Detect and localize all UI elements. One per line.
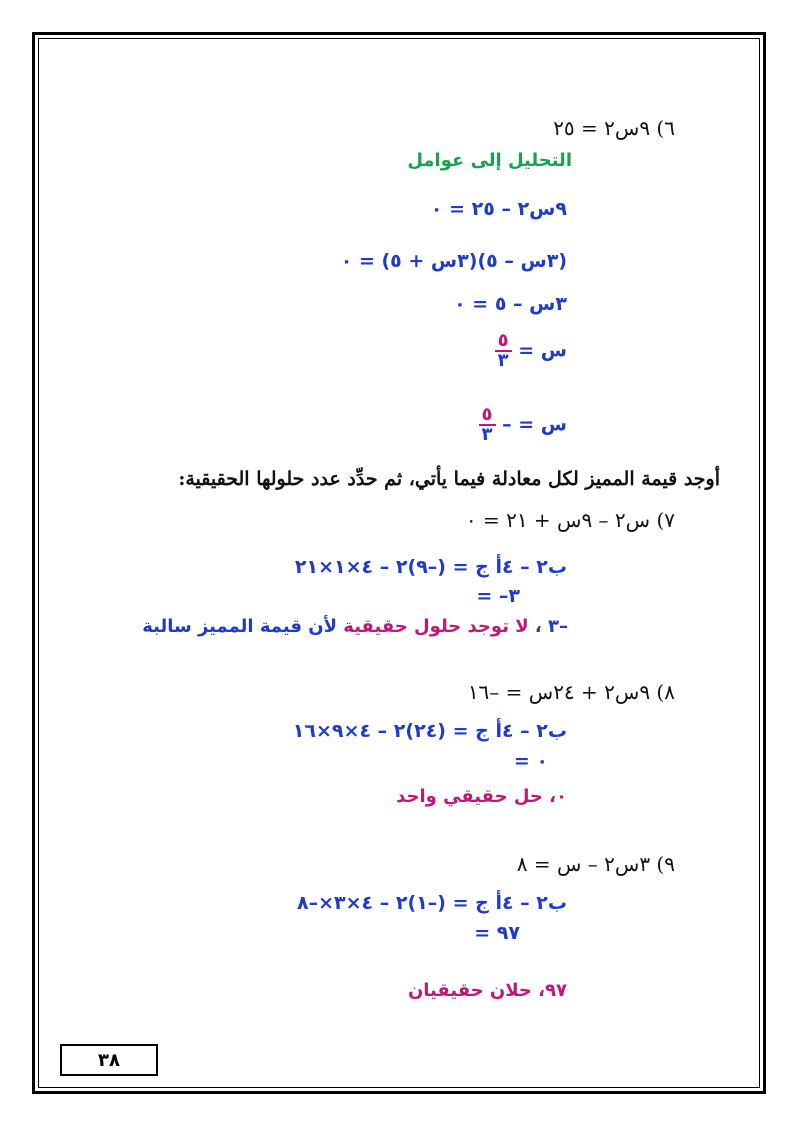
- problem-7-conclusion: [142, 616, 568, 637]
- problem-7-equation: ٧) س٢ – ٩س + ٢١ = ٠: [465, 508, 675, 532]
- problem-8-discriminant: ب٢ – ٤أ ج = (٢٤)٢ – ٤×٩×١٦: [292, 720, 567, 742]
- problem-8-result: = ٠: [513, 750, 548, 772]
- conclusion-reason: لأن قيمة المميز سالبة: [142, 616, 338, 637]
- solution-1-lhs: س =: [518, 339, 567, 362]
- fraction-numerator: ٥: [495, 332, 512, 352]
- conclusion-no-real-roots: لا توجد حلول حقيقية: [337, 616, 529, 637]
- solution-2-lhs: س = –: [502, 413, 567, 436]
- problem-8-equation: ٨) ٩س٢ + ٢٤س = –١٦: [467, 680, 675, 704]
- fraction-denominator: ٣: [497, 350, 509, 371]
- problem-6-solution-2: [475, 406, 568, 444]
- problem-6-step-3: ٣س – ٥ = ٠: [454, 293, 567, 315]
- page-number: ٣٨: [98, 1049, 120, 1071]
- fraction-denominator: ٣: [481, 424, 493, 445]
- solution-2-fraction: [479, 406, 496, 444]
- conclusion-value: –٣ ،: [528, 616, 568, 637]
- problem-6-step-1: ٩س٢ – ٢٥ = ٠: [430, 198, 567, 220]
- problem-9-equation: ٩) ٣س٢ – س = ٨: [516, 852, 675, 876]
- factoring-method-label: التحليل إلى عوامل: [407, 150, 572, 171]
- solution-1-fraction: [495, 332, 512, 370]
- problem-9-result: = ٩٧: [474, 922, 520, 944]
- page-number-box: [60, 1044, 158, 1076]
- problem-6-solution-1: [491, 332, 567, 370]
- problem-9-discriminant: ب٢ – ٤أ ج = (–١)٢ – ٤×٣×–٨: [296, 892, 567, 914]
- fraction-numerator: ٥: [479, 406, 496, 426]
- problem-8-conclusion: ٠، حل حقيقي واحد: [396, 786, 567, 807]
- problem-7-discriminant: ب٢ – ٤أ ج = (–٩)٢ – ٤×١×٢١: [294, 556, 567, 578]
- exercise-instruction: أوجد قيمة المميز لكل معادلة فيما يأتي، ثم حدِّد عدد حلولها الحقيقية:: [178, 468, 720, 490]
- problem-9-conclusion: ٩٧، حلان حقيقيان: [407, 980, 567, 1001]
- problem-6-equation: ٦) ٩س٢ = ٢٥: [553, 116, 675, 140]
- problem-7-result: = –٣: [476, 585, 520, 607]
- problem-6-step-2: (٣س – ٥)(٣س + ٥) = ٠: [340, 250, 567, 272]
